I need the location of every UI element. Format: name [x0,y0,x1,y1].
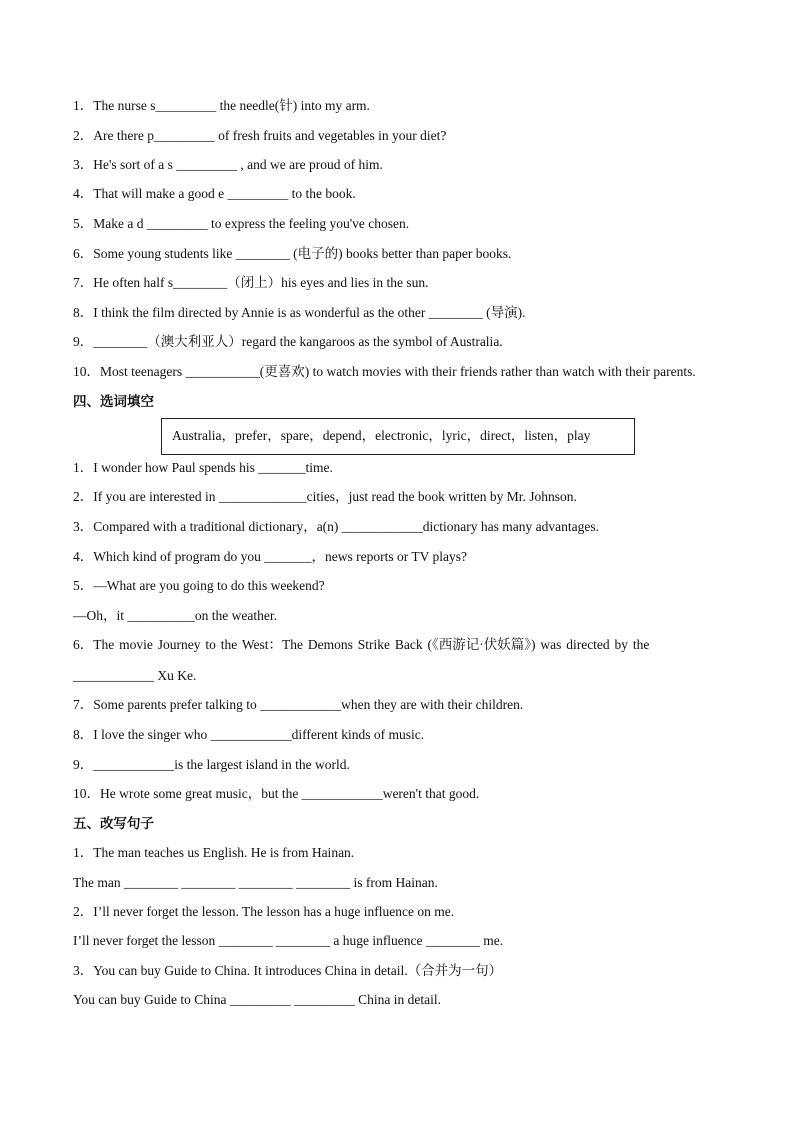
section5-item-3-answer: You can buy Guide to China _________ _________ China in detail. [73,992,441,1007]
section4-heading: 四、选词填空 [73,394,154,410]
section4-item-4: 4．Which kind of program do you _______，news reports or TV plays? [73,549,467,564]
part3-item-5: 5．Make a d _________ to express the feeling you've chosen. [73,216,410,231]
word-bank-text: Australia，prefer，spare，depend，electronic，lyric，direct，listen，play [172,428,591,443]
part3-item-1: 1．The nurse s_________ the needle(针) into my arm. [73,98,370,113]
section5-item-1-answer: The man ________ ________ ________ ________ is from Hainan. [73,875,438,890]
part3-item-6: 6．Some young students like ________ (电子的) books better than paper books. [73,246,512,261]
section4-item-9: 9．____________is the largest island in the world. [73,757,350,772]
part3-item-3: 3．He's sort of a s _________ , and we are proud of him. [73,157,383,172]
section5-item-2-answer: I’ll never forget the lesson ________ ________ a huge influence ________ me. [73,933,504,948]
section4-item-3: 3．Compared with a traditional dictionary，a(n) ____________dictionary has many advantages. [73,519,599,534]
section4-item-1: 1．I wonder how Paul spends his _______time. [73,460,333,475]
part3-item-10: 10．Most teenagers ___________(更喜欢) to watch movies with their friends rather than watch with their parents. [73,364,696,379]
section5-item-3: 3．You can buy Guide to China. It introduces China in detail.（合并为一句） [73,963,503,978]
section4-item-5-answer: —Oh，it __________on the weather. [73,608,277,623]
section4-item-5: 5．—What are you going to do this weekend? [73,578,325,593]
section4-item-6: 6．The movie Journey to the West：The Demons Strike Back (《西游记·伏妖篇》) was directed by the [73,637,650,652]
part3-item-2: 2．Are there p_________ of fresh fruits and vegetables in your diet? [73,128,447,143]
part3-item-4: 4．That will make a good e _________ to the book. [73,186,356,201]
section4-item-2: 2．If you are interested in _____________cities，just read the book written by Mr. Johnson. [73,489,577,504]
section4-item-10: 10．He wrote some great music，but the ____________weren't that good. [73,786,480,801]
part3-item-9: 9．________（澳大利亚人）regard the kangaroos as the symbol of Australia. [73,334,503,349]
part3-item-8: 8．I think the film directed by Annie is as wonderful as the other ________ (导演). [73,305,526,320]
section4-item-6-cont: ____________ Xu Ke. [73,668,197,683]
section5-item-1: 1．The man teaches us English. He is from Hainan. [73,845,355,860]
section4-item-8: 8．I love the singer who ____________different kinds of music. [73,727,425,742]
part3-item-7: 7．He often half s________（闭上）his eyes and lies in the sun. [73,275,429,290]
section5-item-2: 2．I’ll never forget the lesson. The lesson has a huge influence on me. [73,904,455,919]
word-bank-box [161,418,635,455]
section5-heading: 五、改写句子 [73,816,154,832]
section4-item-7: 7．Some parents prefer talking to ____________when they are with their children. [73,697,524,712]
